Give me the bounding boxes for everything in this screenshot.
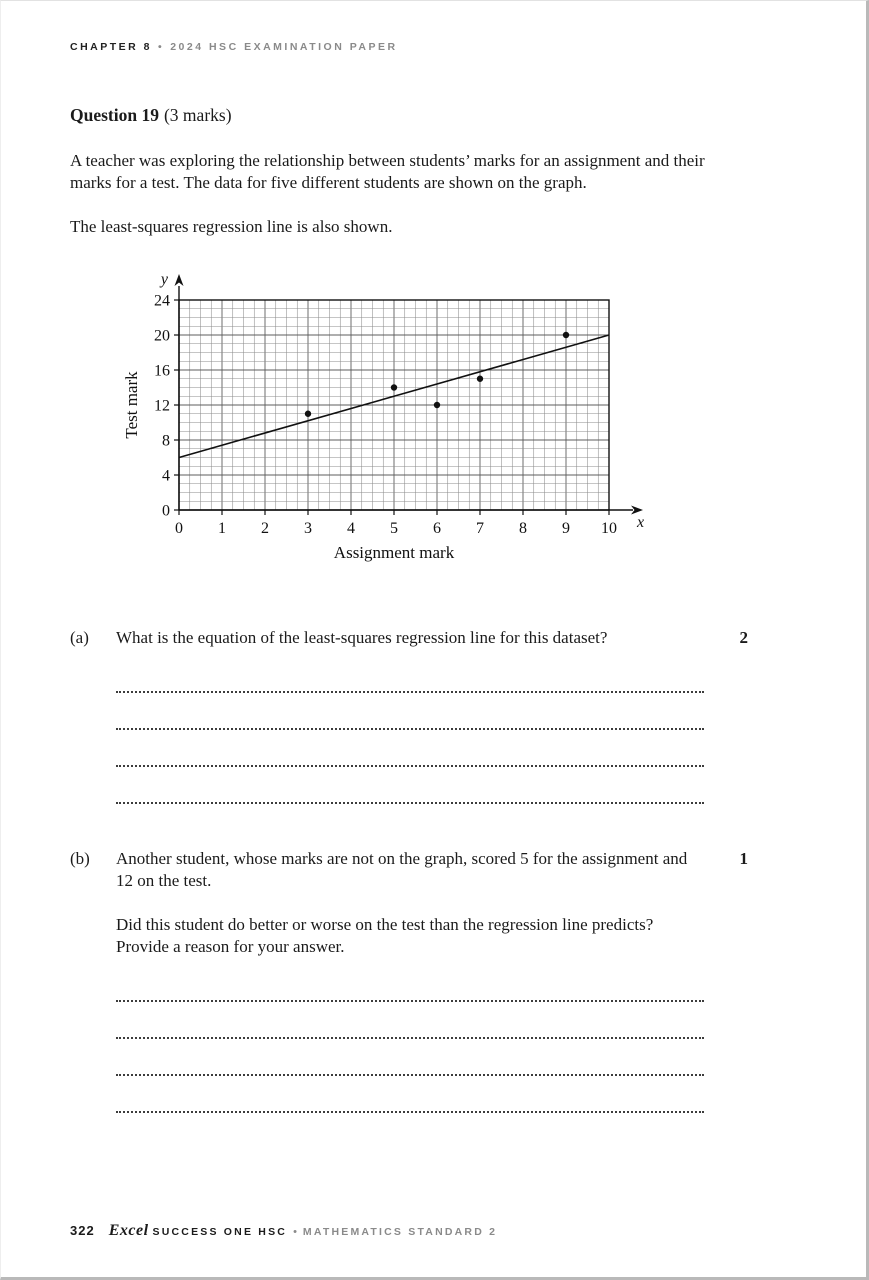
part-b	[70, 848, 794, 959]
subject-title: MATHEMATICS STANDARD 2	[302, 1226, 498, 1238]
answer-line	[116, 693, 704, 730]
svg-text:5: 5	[390, 520, 398, 538]
part-a-marks: 2	[739, 628, 748, 648]
chapter-label: CHAPTER 8	[70, 41, 153, 53]
part-b-statement: Another student, whose marks are not on the graph, scored 5 for the assignment and 12 on the test.	[116, 848, 688, 891]
answer-line	[116, 767, 704, 804]
answer-line	[116, 965, 704, 1002]
part-b-label: (b)	[70, 848, 90, 868]
svg-text:3: 3	[304, 520, 312, 538]
svg-text:10: 10	[601, 520, 617, 538]
scatter-graph	[121, 258, 794, 573]
svg-text:4: 4	[162, 467, 170, 485]
svg-text:Test mark: Test mark	[122, 371, 141, 439]
svg-text:24: 24	[154, 292, 170, 310]
svg-text:16: 16	[154, 362, 170, 380]
part-b-body	[116, 848, 708, 959]
part-a-answer-lines	[116, 656, 704, 804]
answer-line	[116, 1076, 704, 1113]
svg-text:1: 1	[218, 520, 226, 538]
svg-text:y: y	[160, 271, 168, 289]
svg-text:9: 9	[562, 520, 570, 538]
scatter-plot-svg	[121, 258, 653, 568]
chapter-title: 2024 HSC EXAMINATION PAPER	[170, 41, 398, 53]
question-marks: (3 marks)	[163, 105, 232, 125]
footer-bullet: •	[293, 1226, 297, 1238]
part-a-question: What is the equation of the least-squares regression line for this dataset?	[116, 628, 608, 648]
svg-text:Assignment mark: Assignment mark	[333, 543, 455, 563]
svg-text:6: 6	[433, 520, 441, 538]
svg-text:0: 0	[162, 502, 170, 520]
part-b-question: Did this student do better or worse on the test than the regression line predicts? Provide a reason for your answer.	[116, 914, 654, 957]
part-a-label: (a)	[70, 628, 89, 648]
part-b-marks: 1	[739, 848, 748, 868]
question-number: Question 19	[70, 105, 159, 125]
part-a	[70, 627, 794, 649]
question-intro: A teacher was exploring the relationship between students’ marks for an assignment and their marks for a test. The data for five different students are shown on the graph.	[70, 151, 705, 193]
brand-excel: Excel	[108, 1222, 149, 1239]
page-content	[1, 1, 866, 1113]
question-heading	[70, 105, 794, 126]
svg-text:0: 0	[175, 520, 183, 538]
page-number: 322	[70, 1223, 95, 1238]
running-head	[70, 41, 398, 53]
answer-line	[116, 730, 704, 767]
answer-line	[116, 1002, 704, 1039]
svg-text:8: 8	[162, 432, 170, 450]
svg-text:20: 20	[154, 327, 170, 345]
part-b-answer-lines	[116, 965, 704, 1113]
svg-text:7: 7	[476, 520, 484, 538]
svg-text:2: 2	[261, 520, 269, 538]
series-title: SUCCESS ONE HSC	[152, 1226, 288, 1238]
question-intro-2: The least-squares regression line is also shown.	[70, 216, 393, 236]
svg-text:4: 4	[347, 520, 355, 538]
part-a-body	[116, 627, 708, 649]
svg-text:x: x	[637, 514, 645, 532]
page-footer	[70, 1222, 794, 1240]
svg-text:8: 8	[519, 520, 527, 538]
answer-line	[116, 656, 704, 693]
svg-text:12: 12	[154, 397, 170, 415]
answer-line	[116, 1039, 704, 1076]
header-bullet: •	[158, 41, 165, 53]
